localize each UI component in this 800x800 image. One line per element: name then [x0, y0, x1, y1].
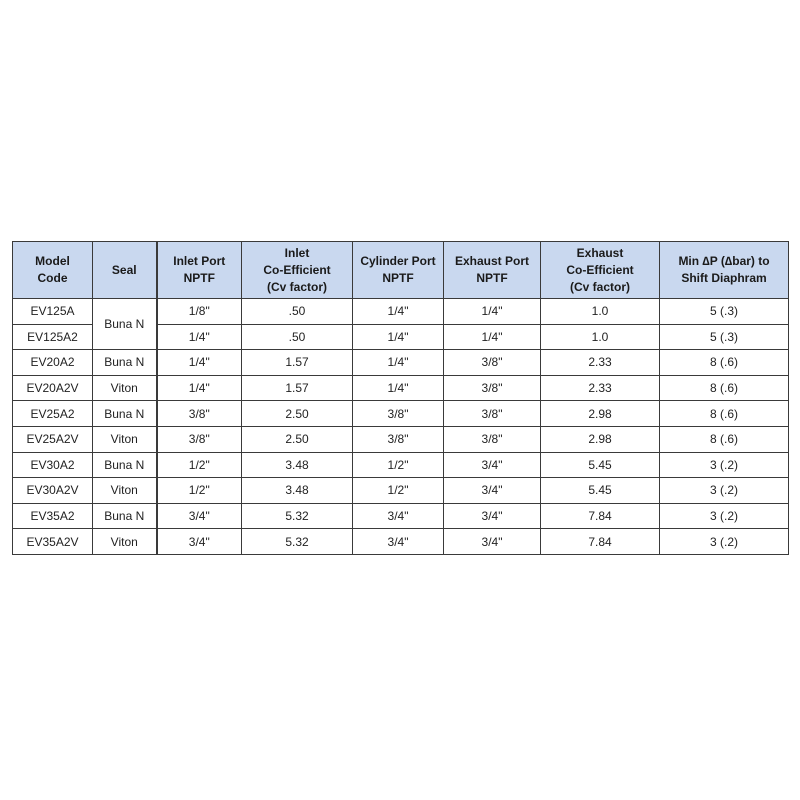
header-text-line: (Cv factor): [266, 279, 327, 294]
cell-seal: Buna N: [93, 452, 157, 478]
cell-seal: Viton: [93, 529, 157, 555]
header-text-line: Co-Efficient: [566, 262, 634, 277]
cell-seal: Buna N: [93, 503, 157, 529]
cell-inlet-port: 1/4": [157, 324, 242, 350]
cell-exhaust-port: 3/8": [444, 375, 541, 401]
table-row: [13, 426, 789, 452]
cell-min-dp: 8 (.6): [660, 375, 789, 401]
cell-seal: Buna N: [93, 401, 157, 427]
table-body: [13, 299, 789, 555]
header-text-line: Co-Efficient: [263, 262, 331, 277]
cell-exhaust-coefficient: 1.0: [541, 324, 660, 350]
cell-exhaust-port: 3/4": [444, 529, 541, 555]
cell-inlet-coefficient: 3.48: [242, 478, 353, 504]
cell-exhaust-coefficient: 5.45: [541, 452, 660, 478]
cell-exhaust-port: 3/4": [444, 452, 541, 478]
cell-exhaust-port: 3/8": [444, 350, 541, 376]
table-row: [13, 503, 789, 529]
cell-min-dp: 3 (.2): [660, 529, 789, 555]
header-exhaust-coefficient: [541, 242, 660, 299]
cell-exhaust-coefficient: 2.98: [541, 401, 660, 427]
cell-model-code: EV125A2: [13, 324, 93, 350]
cell-inlet-port: 1/8": [157, 299, 242, 325]
cell-min-dp: 8 (.6): [660, 350, 789, 376]
header-text-line: Seal: [111, 262, 137, 277]
cell-exhaust-port: 3/8": [444, 426, 541, 452]
cell-cylinder-port: 1/2": [353, 452, 444, 478]
cell-inlet-port: 1/4": [157, 350, 242, 376]
header-exhaust-port: [444, 242, 541, 299]
table-row: [13, 401, 789, 427]
header-text-line: Model: [35, 254, 70, 268]
cell-inlet-port: 1/4": [157, 375, 242, 401]
cell-inlet-coefficient: .50: [242, 324, 353, 350]
cell-seal: Buna N: [93, 299, 157, 350]
cell-min-dp: 3 (.2): [660, 452, 789, 478]
cell-min-dp: 8 (.6): [660, 426, 789, 452]
spec-table-container: [12, 241, 788, 555]
cell-model-code: EV20A2V: [13, 375, 93, 401]
table-row: [13, 350, 789, 376]
cell-inlet-coefficient: 1.57: [242, 350, 353, 376]
header-text-line: Cylinder Port: [360, 254, 436, 268]
cell-exhaust-port: 3/4": [444, 478, 541, 504]
table-row: [13, 529, 789, 555]
cell-cylinder-port: 1/4": [353, 375, 444, 401]
header-cylinder-port: [353, 242, 444, 299]
cell-exhaust-port: 3/8": [444, 401, 541, 427]
cell-exhaust-coefficient: 2.33: [541, 375, 660, 401]
cell-inlet-coefficient: 5.32: [242, 503, 353, 529]
cell-seal: Viton: [93, 375, 157, 401]
header-text-line: Inlet: [284, 245, 310, 260]
cell-model-code: EV30A2V: [13, 478, 93, 504]
cell-model-code: EV20A2: [13, 350, 93, 376]
header-text-line: (Cv factor): [569, 279, 630, 294]
cell-inlet-port: 3/8": [157, 426, 242, 452]
cell-min-dp: 3 (.2): [660, 503, 789, 529]
table-row: [13, 299, 789, 325]
cell-cylinder-port: 1/4": [353, 324, 444, 350]
header-min-dp: [660, 242, 789, 299]
cell-model-code: EV35A2: [13, 503, 93, 529]
cell-model-code: EV25A2V: [13, 426, 93, 452]
cell-min-dp: 5 (.3): [660, 324, 789, 350]
cell-cylinder-port: 3/8": [353, 401, 444, 427]
cell-model-code: EV25A2: [13, 401, 93, 427]
cell-min-dp: 5 (.3): [660, 299, 789, 325]
header-inlet-coefficient: [242, 242, 353, 299]
cell-inlet-port: 3/4": [157, 503, 242, 529]
cell-seal: Viton: [93, 478, 157, 504]
cell-exhaust-coefficient: 7.84: [541, 503, 660, 529]
cell-cylinder-port: 1/4": [353, 299, 444, 325]
cell-inlet-coefficient: 2.50: [242, 426, 353, 452]
cell-inlet-port: 3/8": [157, 401, 242, 427]
cell-model-code: EV125A: [13, 299, 93, 325]
cell-inlet-coefficient: 2.50: [242, 401, 353, 427]
header-model-code: [13, 242, 93, 299]
cell-exhaust-coefficient: 2.33: [541, 350, 660, 376]
cell-inlet-port: 1/2": [157, 452, 242, 478]
cell-inlet-coefficient: .50: [242, 299, 353, 325]
cell-cylinder-port: 1/2": [353, 478, 444, 504]
cell-cylinder-port: 1/4": [353, 350, 444, 376]
header-text-line: NPTF: [183, 271, 215, 285]
header-text-line: NPTF: [382, 271, 414, 285]
cell-exhaust-coefficient: 5.45: [541, 478, 660, 504]
cell-exhaust-port: 3/4": [444, 503, 541, 529]
table-row: [13, 478, 789, 504]
header-text-line: Exhaust: [576, 245, 624, 260]
cell-cylinder-port: 3/4": [353, 503, 444, 529]
cell-inlet-coefficient: 5.32: [242, 529, 353, 555]
cell-exhaust-port: 1/4": [444, 299, 541, 325]
header-text-line: Min ∆P (∆bar) to: [678, 254, 770, 268]
cell-inlet-port: 1/2": [157, 478, 242, 504]
header-text-line: NPTF: [476, 271, 508, 285]
cell-seal: Buna N: [93, 350, 157, 376]
cell-exhaust-coefficient: 7.84: [541, 529, 660, 555]
cell-exhaust-port: 1/4": [444, 324, 541, 350]
cell-cylinder-port: 3/4": [353, 529, 444, 555]
cell-min-dp: 3 (.2): [660, 478, 789, 504]
header-text-line: Inlet Port: [173, 254, 226, 268]
cell-inlet-coefficient: 3.48: [242, 452, 353, 478]
valve-spec-table: [12, 241, 789, 555]
cell-seal: Viton: [93, 426, 157, 452]
cell-inlet-coefficient: 1.57: [242, 375, 353, 401]
header-text-line: Shift Diaphram: [681, 271, 767, 285]
cell-model-code: EV35A2V: [13, 529, 93, 555]
table-row: [13, 452, 789, 478]
cell-exhaust-coefficient: 2.98: [541, 426, 660, 452]
cell-cylinder-port: 3/8": [353, 426, 444, 452]
table-row: [13, 375, 789, 401]
table-header: [13, 242, 789, 299]
header-row: [13, 242, 789, 299]
header-seal: [93, 242, 157, 299]
header-text-line: Exhaust Port: [454, 254, 529, 268]
cell-model-code: EV30A2: [13, 452, 93, 478]
cell-min-dp: 8 (.6): [660, 401, 789, 427]
header-text-line: Code: [37, 271, 68, 285]
header-inlet-port: [157, 242, 242, 299]
cell-exhaust-coefficient: 1.0: [541, 299, 660, 325]
cell-inlet-port: 3/4": [157, 529, 242, 555]
